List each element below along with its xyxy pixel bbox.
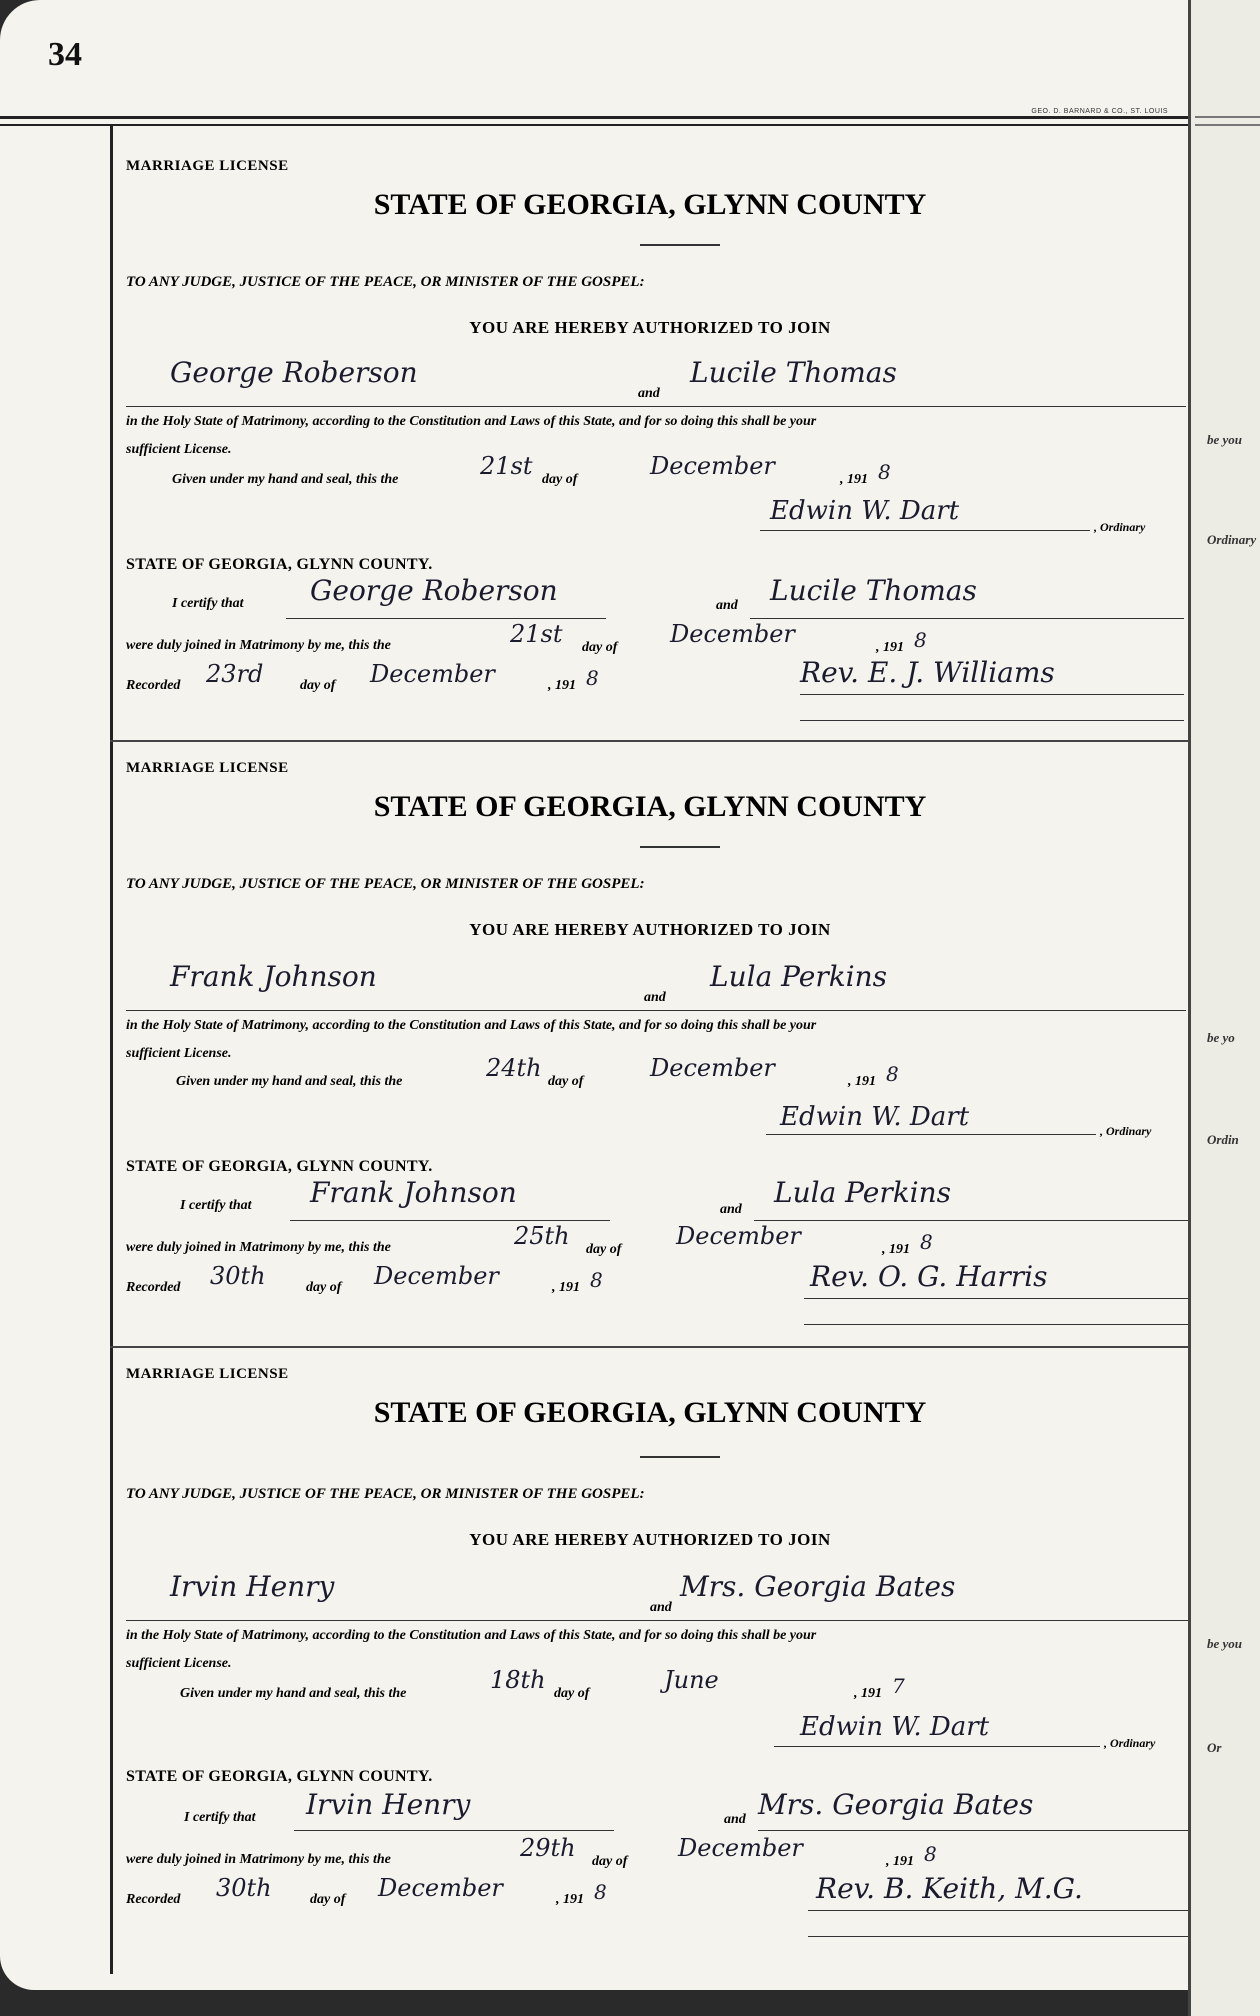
day-of-label: day of — [592, 1854, 628, 1869]
extra-sig-line — [808, 1936, 1188, 1937]
state-county-heading: STATE OF GEORGIA, GLYNN COUNTY. — [126, 1768, 433, 1785]
married-year-digit: 8 — [924, 1842, 937, 1866]
sufficient-license: sufficient License. — [126, 1656, 232, 1671]
certified-groom-line — [286, 618, 606, 619]
issued-year-digit: 7 — [892, 1674, 905, 1698]
certified-bride: Lucile Thomas — [770, 574, 977, 607]
recorded-label: Recorded — [126, 1280, 181, 1295]
officiant-signature: Rev. B. Keith, M.G. — [816, 1872, 1083, 1905]
day-of-label: day of — [310, 1892, 346, 1907]
married-year-digit: 8 — [920, 1230, 933, 1254]
issued-month: December — [650, 1054, 775, 1082]
facing-fragment: be you — [1207, 1636, 1243, 1651]
holy-state-text: in the Holy State of Matrimony, according to the Constitution and Laws of this State, and for so doing this shall be your — [126, 414, 817, 429]
holy-state-text: in the Holy State of Matrimony, according to the Constitution and Laws of this State, and for so doing this shall be your — [126, 1628, 817, 1643]
issued-year-digit: 8 — [878, 460, 891, 484]
certified-groom-line — [290, 1220, 610, 1221]
officiant-line — [808, 1910, 1188, 1911]
ordinary-label: , Ordinary — [1094, 520, 1146, 534]
recorded-month: December — [378, 1874, 503, 1902]
and-label: and — [644, 990, 666, 1005]
certified-bride-line — [758, 1830, 1188, 1831]
issued-year-prefix: , 191 — [854, 1686, 882, 1701]
recorded-day: 30th — [210, 1262, 266, 1290]
ordinary-line — [774, 1746, 1100, 1747]
license-title: STATE OF GEORGIA, GLYNN COUNTY — [373, 188, 927, 221]
certified-bride-line — [750, 618, 1184, 619]
officiant-line — [804, 1298, 1188, 1299]
license-label: MARRIAGE LICENSE — [126, 760, 289, 776]
married-year-digit: 8 — [914, 628, 927, 652]
certified-groom: Irvin Henry — [306, 1788, 471, 1821]
recorded-year-digit: 8 — [590, 1268, 603, 1292]
married-day: 25th — [514, 1222, 570, 1250]
given-under-text: Given under my hand and seal, this the — [180, 1686, 407, 1701]
given-under-text: Given under my hand and seal, this the — [176, 1074, 403, 1089]
day-of-label: day of — [300, 678, 336, 693]
license-title: STATE OF GEORGIA, GLYNN COUNTY — [373, 790, 927, 823]
printer-imprint: GEO. D. BARNARD & CO., ST. LOUIS — [1031, 108, 1168, 115]
certified-bride-line — [754, 1220, 1188, 1221]
recorded-year-prefix: , 191 — [548, 678, 576, 693]
issued-day: 21st — [480, 452, 533, 480]
issued-year-prefix: , 191 — [840, 472, 868, 487]
names-line — [126, 1620, 1188, 1621]
issued-month: June — [664, 1666, 719, 1694]
to-any-judge: TO ANY JUDGE, JUSTICE OF THE PEACE, OR MINISTER OF THE GOSPEL: — [126, 1486, 645, 1502]
ordinary-signature: Edwin W. Dart — [800, 1712, 990, 1742]
day-of-label: day of — [586, 1242, 622, 1257]
recorded-year-prefix: , 191 — [556, 1892, 584, 1907]
certified-groom: Frank Johnson — [310, 1176, 517, 1209]
recorded-year-prefix: , 191 — [552, 1280, 580, 1295]
state-county-heading: STATE OF GEORGIA, GLYNN COUNTY. — [126, 1158, 433, 1175]
duly-joined-text: were duly joined in Matrimony by me, this the — [126, 638, 391, 653]
certify-text: I certify that — [172, 596, 244, 611]
recorded-year-digit: 8 — [594, 1880, 607, 1904]
day-of-label: day of — [548, 1074, 584, 1089]
names-line — [126, 1010, 1186, 1011]
title-divider — [640, 244, 720, 246]
top-rule — [0, 116, 1188, 119]
groom-name: George Roberson — [170, 356, 418, 389]
day-of-label: day of — [306, 1280, 342, 1295]
title-divider — [640, 846, 720, 848]
authorized-text: YOU ARE HEREBY AUTHORIZED TO JOIN — [469, 920, 831, 939]
facing-rule — [1195, 116, 1260, 118]
ordinary-label: , Ordinary — [1104, 1736, 1156, 1750]
authorized-text: YOU ARE HEREBY AUTHORIZED TO JOIN — [469, 318, 831, 337]
groom-name: Irvin Henry — [170, 1570, 335, 1603]
certified-bride: Mrs. Georgia Bates — [758, 1788, 1034, 1821]
duly-joined-text: were duly joined in Matrimony by me, this the — [126, 1852, 391, 1867]
married-month: December — [676, 1222, 801, 1250]
license-record-2 — [110, 742, 1188, 1348]
title-divider — [640, 1456, 720, 1458]
extra-sig-line — [800, 720, 1184, 721]
authorized-text: YOU ARE HEREBY AUTHORIZED TO JOIN — [469, 1530, 831, 1549]
license-label: MARRIAGE LICENSE — [126, 158, 289, 174]
given-under-text: Given under my hand and seal, this the — [172, 472, 399, 487]
and-label: and — [638, 386, 660, 401]
day-of-label: day of — [542, 472, 578, 487]
issued-year-prefix: , 191 — [848, 1074, 876, 1089]
married-year-prefix: , 191 — [886, 1854, 914, 1869]
married-month: December — [678, 1834, 803, 1862]
issued-year-digit: 8 — [886, 1062, 899, 1086]
certified-groom-line — [294, 1830, 614, 1831]
license-record-1 — [110, 126, 1188, 742]
bride-name: Lula Perkins — [710, 960, 888, 993]
holy-state-text: in the Holy State of Matrimony, according to the Constitution and Laws of this State, and for so doing this shall be your — [126, 1018, 817, 1033]
and-label: and — [650, 1600, 672, 1615]
recorded-month: December — [374, 1262, 499, 1290]
recorded-year-digit: 8 — [586, 666, 599, 690]
and-label: and — [720, 1202, 742, 1217]
license-label: MARRIAGE LICENSE — [126, 1366, 289, 1382]
married-year-prefix: , 191 — [876, 640, 904, 655]
recorded-day: 23rd — [206, 660, 264, 688]
facing-page-edge — [1188, 0, 1260, 2016]
facing-rule — [1195, 124, 1260, 126]
ordinary-line — [760, 530, 1090, 531]
married-day: 29th — [520, 1834, 576, 1862]
facing-fragment: be you — [1207, 432, 1243, 447]
certified-groom: George Roberson — [310, 574, 558, 607]
recorded-label: Recorded — [126, 678, 181, 693]
officiant-signature: Rev. O. G. Harris — [810, 1260, 1048, 1293]
duly-joined-text: were duly joined in Matrimony by me, this the — [126, 1240, 391, 1255]
facing-fragment: be yo — [1207, 1030, 1235, 1045]
issued-month: December — [650, 452, 775, 480]
to-any-judge: TO ANY JUDGE, JUSTICE OF THE PEACE, OR MINISTER OF THE GOSPEL: — [126, 274, 645, 290]
recorded-label: Recorded — [126, 1892, 181, 1907]
issued-day: 24th — [486, 1054, 542, 1082]
certified-bride: Lula Perkins — [774, 1176, 952, 1209]
recorded-day: 30th — [216, 1874, 272, 1902]
married-month: December — [670, 620, 795, 648]
license-record-3 — [110, 1348, 1188, 1968]
bride-name: Lucile Thomas — [690, 356, 897, 389]
groom-name: Frank Johnson — [170, 960, 377, 993]
sufficient-license: sufficient License. — [126, 442, 232, 457]
ordinary-signature: Edwin W. Dart — [770, 496, 960, 526]
page-number: 34 — [48, 36, 82, 73]
sufficient-license: sufficient License. — [126, 1046, 232, 1061]
married-day: 21st — [510, 620, 563, 648]
ordinary-line — [766, 1134, 1096, 1135]
state-county-heading: STATE OF GEORGIA, GLYNN COUNTY. — [126, 556, 433, 573]
facing-fragment: Ordinary — [1207, 532, 1257, 547]
license-title: STATE OF GEORGIA, GLYNN COUNTY — [373, 1396, 927, 1429]
to-any-judge: TO ANY JUDGE, JUSTICE OF THE PEACE, OR MINISTER OF THE GOSPEL: — [126, 876, 645, 892]
facing-fragment: Or — [1207, 1740, 1222, 1755]
day-of-label: day of — [582, 640, 618, 655]
officiant-signature: Rev. E. J. Williams — [800, 656, 1055, 689]
ordinary-label: , Ordinary — [1100, 1124, 1152, 1138]
names-line — [126, 406, 1186, 407]
and-label: and — [716, 598, 738, 613]
officiant-line — [800, 694, 1184, 695]
recorded-month: December — [370, 660, 495, 688]
bride-name: Mrs. Georgia Bates — [680, 1570, 956, 1603]
certify-text: I certify that — [180, 1198, 252, 1213]
issued-day: 18th — [490, 1666, 546, 1694]
certify-text: I certify that — [184, 1810, 256, 1825]
facing-fragment: Ordin — [1207, 1132, 1239, 1147]
extra-sig-line — [804, 1324, 1188, 1325]
day-of-label: day of — [554, 1686, 590, 1701]
married-year-prefix: , 191 — [882, 1242, 910, 1257]
and-label: and — [724, 1812, 746, 1827]
ordinary-signature: Edwin W. Dart — [780, 1102, 970, 1132]
